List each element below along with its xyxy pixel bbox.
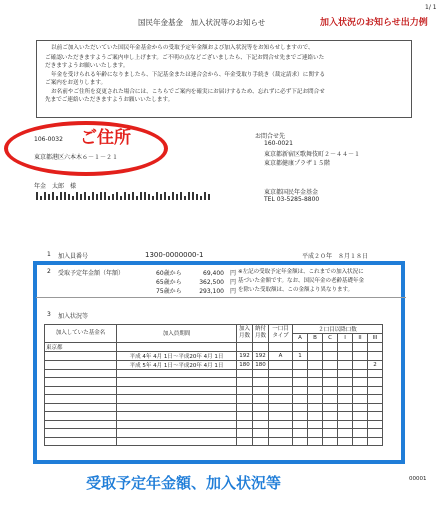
cell xyxy=(117,378,237,387)
cell xyxy=(117,386,237,395)
table-row xyxy=(45,403,383,412)
cell xyxy=(323,369,338,378)
cell xyxy=(45,369,117,378)
cell-fund xyxy=(45,351,117,360)
cell xyxy=(293,395,308,404)
header-unit-type: A xyxy=(293,334,308,343)
cell xyxy=(253,378,269,387)
cell xyxy=(368,420,383,429)
table-row xyxy=(45,369,383,378)
table-header-row xyxy=(45,325,383,334)
cell xyxy=(293,369,308,378)
pension-note: を除いた受取額は、この金額より異なります。 xyxy=(238,287,354,293)
header-paid: 納付月数 xyxy=(253,325,269,343)
cell xyxy=(293,412,308,421)
cell xyxy=(45,378,117,387)
table-row xyxy=(45,378,383,387)
contact-heading: お問合せ先 xyxy=(255,133,286,140)
cell xyxy=(117,395,237,404)
cell xyxy=(368,437,383,446)
cell xyxy=(45,395,117,404)
header-unit-type: II xyxy=(353,334,368,343)
cell-months: 180 xyxy=(237,360,253,369)
cell xyxy=(308,437,323,446)
caption: 受取予定年金額、加入状況等 xyxy=(86,474,282,492)
table-row xyxy=(45,351,383,360)
header-fund: 加入していた基金名 xyxy=(45,325,117,343)
notice-box xyxy=(36,40,412,118)
cell xyxy=(269,429,293,438)
header-unit-type: I xyxy=(338,334,353,343)
cell-unit xyxy=(353,360,368,369)
cell xyxy=(269,378,293,387)
cell xyxy=(269,403,293,412)
page-number: 1/ 1 xyxy=(425,4,437,11)
cell-unit xyxy=(293,360,308,369)
fund-tel: TEL 03-5285-8800 xyxy=(264,196,320,203)
notice-line: お名前やご住所を変更された場合には、こちらでご案内を確実にお届けするため、忘れずに必ず下記お問合せ xyxy=(51,89,325,95)
pension-note: 基づいた金額です。なお、国民年金の老齢基礎年金 xyxy=(238,278,365,284)
cell-type xyxy=(269,360,293,369)
cell xyxy=(338,412,353,421)
cell xyxy=(368,386,383,395)
cell xyxy=(253,412,269,421)
cell-paid: 192 xyxy=(253,351,269,360)
cell xyxy=(117,429,237,438)
notice-line: 先までご連絡いただきますようお願いいたします。 xyxy=(45,97,174,103)
header-unit-type: C xyxy=(323,334,338,343)
cell xyxy=(269,412,293,421)
cell xyxy=(269,420,293,429)
cell xyxy=(237,429,253,438)
enrollment-status-table xyxy=(44,324,383,446)
cell xyxy=(338,342,353,351)
cell xyxy=(237,437,253,446)
cell-unit: 1 xyxy=(293,351,308,360)
table-row xyxy=(45,437,383,446)
cell xyxy=(368,369,383,378)
cell xyxy=(308,429,323,438)
cell xyxy=(368,378,383,387)
cell xyxy=(353,378,368,387)
fund-name: 東京都国民年金基金 xyxy=(264,189,319,196)
recipient-name: 年金 太郎 様 xyxy=(34,183,77,190)
header-period: 加入員期間 xyxy=(117,325,237,343)
footer-number: 00001 xyxy=(409,476,427,482)
cell-period xyxy=(117,342,237,351)
cell-unit xyxy=(338,351,353,360)
cell xyxy=(117,403,237,412)
cell xyxy=(353,420,368,429)
cell xyxy=(353,412,368,421)
cell xyxy=(353,403,368,412)
cell xyxy=(338,378,353,387)
pension-age: 75歳から xyxy=(156,288,182,295)
cell xyxy=(353,395,368,404)
table-row xyxy=(45,386,383,395)
cell xyxy=(293,378,308,387)
cell xyxy=(293,437,308,446)
cell xyxy=(293,429,308,438)
pension-index: 2 xyxy=(47,268,51,275)
notice-line: だきますようお願いいたします。 xyxy=(45,63,129,69)
cell-unit xyxy=(308,360,323,369)
cell xyxy=(253,429,269,438)
cell xyxy=(323,378,338,387)
cell-unit xyxy=(368,351,383,360)
cell xyxy=(353,386,368,395)
cell-fund: 東京都 xyxy=(45,342,117,351)
cell xyxy=(368,412,383,421)
notice-line: 年金を受けられる年齢になりましたら、下記基金または連合会から、年金受取り手続き（裁定請求）に関する xyxy=(51,72,326,78)
cell xyxy=(253,342,269,351)
issue-date: 平成２０年 ８月１８日 xyxy=(302,253,369,260)
notice-line: ご確認いただきますようご案内申し上げます。ご不明の点などございましたら、下記お問合せ先までご連絡いた xyxy=(45,55,325,61)
cell-type: A xyxy=(269,351,293,360)
cell xyxy=(323,429,338,438)
cell xyxy=(353,437,368,446)
cell xyxy=(253,369,269,378)
cell xyxy=(308,369,323,378)
cell xyxy=(45,386,117,395)
cell xyxy=(293,386,308,395)
contact-address: 東京都新宿区歌舞伎町２－４４－１ xyxy=(264,151,361,158)
cell xyxy=(353,429,368,438)
pension-age: 60歳から xyxy=(156,270,182,277)
cell xyxy=(338,429,353,438)
header-units-group: ２口目以降口数 xyxy=(293,325,383,334)
cell xyxy=(338,395,353,404)
cell xyxy=(338,369,353,378)
status-index: 3 xyxy=(47,311,51,318)
cell xyxy=(253,386,269,395)
cell xyxy=(45,403,117,412)
cell xyxy=(237,403,253,412)
member-number-index: 1 xyxy=(47,251,51,258)
cell xyxy=(353,342,368,351)
recipient-address: 東京都港区六本木６－１－２１ xyxy=(34,154,119,161)
cell xyxy=(323,437,338,446)
cell xyxy=(323,395,338,404)
cell-unit xyxy=(353,351,368,360)
cell xyxy=(293,403,308,412)
pension-label: 受取予定年金額（年額） xyxy=(58,270,125,277)
cell-unit: 2 xyxy=(368,360,383,369)
pension-amount: 293,100 円 xyxy=(199,288,236,295)
header-unit-type: B xyxy=(308,334,323,343)
cell xyxy=(269,395,293,404)
cell-unit xyxy=(338,360,353,369)
cell xyxy=(269,437,293,446)
cell xyxy=(45,429,117,438)
cell xyxy=(237,378,253,387)
cell xyxy=(253,395,269,404)
cell xyxy=(338,386,353,395)
cell-period: 平成 5年 4月 1日～平成20年 4月 1日 xyxy=(117,360,237,369)
header-type: 一口目タイプ xyxy=(269,325,293,343)
cell xyxy=(353,369,368,378)
notice-line: ご案内をお送りします。 xyxy=(45,80,107,86)
notice-line: 以前ご加入いただいていた国民年金基金からの受取予定年金額および加入状況等をお知らせしますので、 xyxy=(51,45,314,51)
cell xyxy=(323,386,338,395)
cell xyxy=(237,342,253,351)
cell xyxy=(269,342,293,351)
sample-title: 加入状況のお知らせ出力例 xyxy=(320,18,428,28)
cell xyxy=(308,378,323,387)
cell xyxy=(368,342,383,351)
cell xyxy=(45,420,117,429)
cell xyxy=(323,420,338,429)
cell xyxy=(253,420,269,429)
cell xyxy=(45,437,117,446)
cell xyxy=(368,395,383,404)
cell xyxy=(237,395,253,404)
cell xyxy=(308,395,323,404)
pension-note: ※左記の受取予定年金額は、これまでの加入状況に xyxy=(238,269,364,275)
address-callout: ご住所 xyxy=(80,128,131,148)
cell xyxy=(117,437,237,446)
cell xyxy=(253,403,269,412)
contact-postal-code: 160-0021 xyxy=(264,140,293,147)
cell xyxy=(117,412,237,421)
table-row xyxy=(45,429,383,438)
cell-unit xyxy=(323,360,338,369)
member-number-label: 加入員番号 xyxy=(58,253,89,260)
cell xyxy=(237,386,253,395)
cell-fund xyxy=(45,360,117,369)
cell xyxy=(253,437,269,446)
cell xyxy=(368,429,383,438)
cell xyxy=(237,369,253,378)
cell xyxy=(293,420,308,429)
cell xyxy=(308,403,323,412)
header-unit-type: III xyxy=(368,334,383,343)
cell xyxy=(338,437,353,446)
cell xyxy=(117,420,237,429)
cell xyxy=(323,403,338,412)
cell xyxy=(269,369,293,378)
table-row xyxy=(45,412,383,421)
cell xyxy=(308,412,323,421)
member-number-value: 1300-0000000-1 xyxy=(145,251,204,259)
cell-paid: 180 xyxy=(253,360,269,369)
status-label: 加入状況等 xyxy=(58,313,89,320)
table-row xyxy=(45,342,383,351)
document-title: 国民年金基金 加入状況等のお知らせ xyxy=(138,18,266,27)
cell xyxy=(45,412,117,421)
table-row xyxy=(45,395,383,404)
pension-age: 65歳から xyxy=(156,279,182,286)
cell xyxy=(308,420,323,429)
header-months: 加入月数 xyxy=(237,325,253,343)
cell-unit xyxy=(323,351,338,360)
postal-barcode xyxy=(36,192,216,200)
cell xyxy=(338,420,353,429)
cell xyxy=(117,369,237,378)
cell xyxy=(368,403,383,412)
cell xyxy=(308,342,323,351)
cell xyxy=(293,342,308,351)
divider xyxy=(36,297,406,298)
contact-building: 東京都健康プラザ１５階 xyxy=(264,160,331,167)
cell xyxy=(323,412,338,421)
cell xyxy=(269,386,293,395)
pension-amount: 362,500 円 xyxy=(199,279,236,286)
pension-amount: 69,400 円 xyxy=(203,270,236,277)
cell xyxy=(237,412,253,421)
cell xyxy=(308,386,323,395)
cell-period: 平成 4年 4月 1日～平成20年 4月 1日 xyxy=(117,351,237,360)
table-row xyxy=(45,360,383,369)
cell xyxy=(338,403,353,412)
cell-unit xyxy=(308,351,323,360)
cell-months: 192 xyxy=(237,351,253,360)
recipient-postal-code: 106-0032 xyxy=(34,136,63,143)
cell xyxy=(237,420,253,429)
cell xyxy=(323,342,338,351)
table-row xyxy=(45,420,383,429)
